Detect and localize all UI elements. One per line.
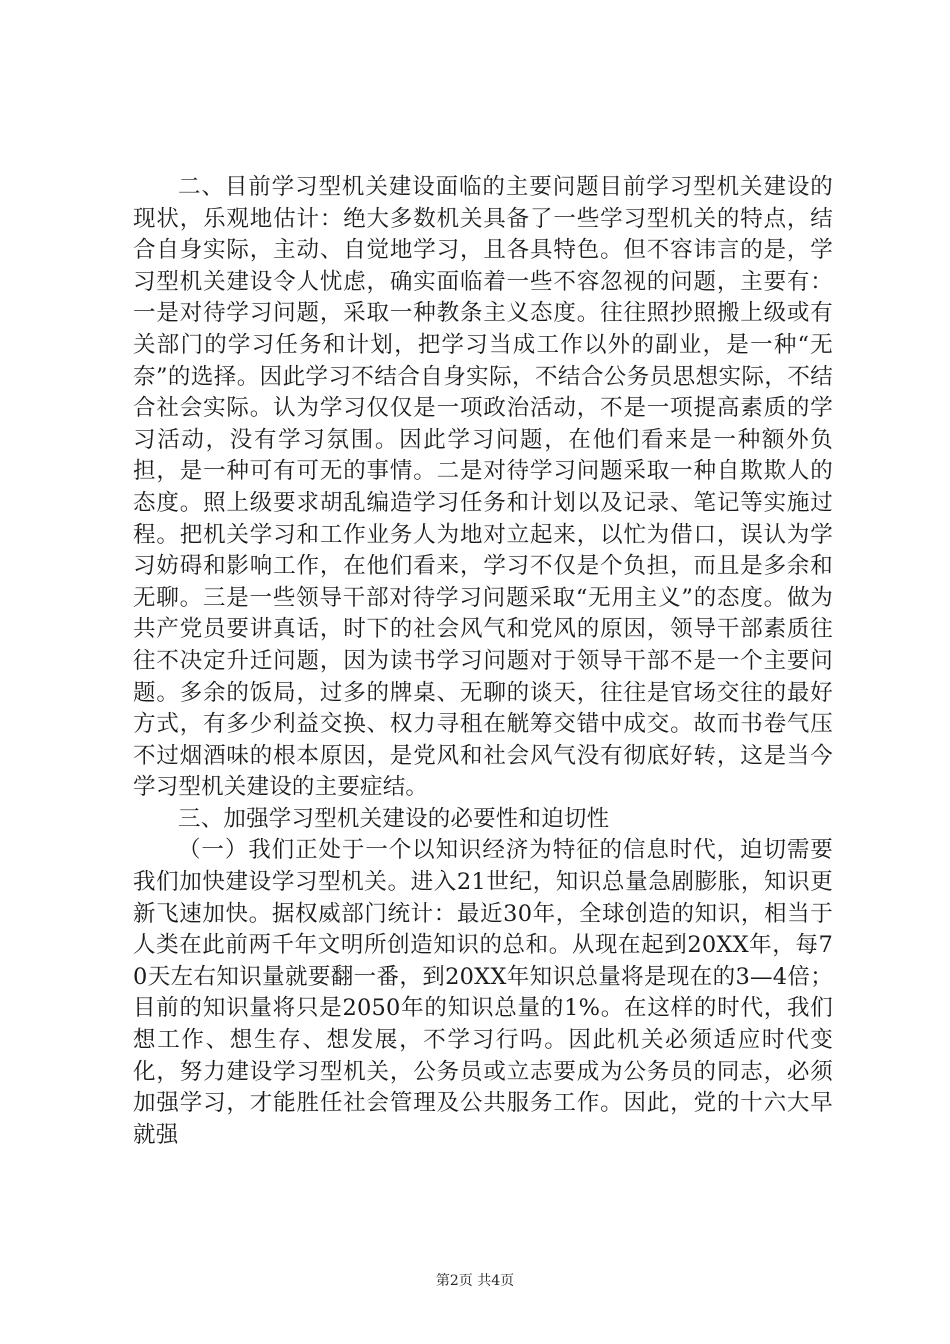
paragraph-knowledge-economy: （一）我们正处于一个以知识经济为特征的信息时代，迫切需要我们加快建设学习型机关。进入21世纪，知识总量急剧膨胀，知识更新飞速加快。据权威部门统计：最近30年，全球创造的知识，相当于人类在此前两千年文明所创造知识的总和。从现在起到20XX年，每70天左右知识量就要翻一番，到20XX年知识总量将是现在的3—4倍；目前的知识量将只是2050年的知识总量的1%。在这样的时代，我们想工作、想生存、想发展，不学习行吗。因此机关必须适应时代变化，努力建设学习型机关，公务员或立志要成为公务员的同志，必须加强学习，才能胜任社会管理及公共服务工作。因此，党的十六大早就强 bbox=[133, 837, 833, 1148]
document-body bbox=[133, 172, 833, 1151]
page-number-footer: 第2页 共4页 bbox=[435, 1273, 515, 1289]
section-heading-necessity: 三、加强学习型机关建设的必要性和迫切性 bbox=[178, 805, 610, 832]
paragraph-problems: 二、目前学习型机关建设面临的主要问题目前学习型机关建设的现状，乐观地估计：绝大多数机关具备了一些学习型机关的特点，结合自身实际，主动、自觉地学习，且各具特色。但不容讳言的是，学习型机关建设令人忧虑，确实面临着一些不容忽视的问题，主要有：一是对待学习问题，采取一种教条主义态度。往往照抄照搬上级或有关部门的学习任务和计划，把学习当成工作以外的副业，是一种“无奈”的选择。因此学习不结合自身实际，不结合公务员思想实际，不结合社会实际。认为学习仅仅是一项政治活动，不是一项提高素质的学习活动，没有学习氛围。因此学习问题，在他们看来是一种额外负担，是一种可有可无的事情。二是对待学习问题采取一种自欺欺人的态度。照上级要求胡乱编造学习任务和计划以及记录、笔记等实施过程。把机关学习和工作业务人为地对立起来，以忙为借口，误认为学习妨碍和影响工作，在他们看来，学习不仅是个负担，而且是多余和无聊。三是一些领导干部对待学习问题采取“无用主义”的态度。做为共产党员要讲真话，时下的社会风气和党风的原因，领导干部素质往往不决定升迁问题，因为读书学习问题对于领导干部不是一个主要问题。多余的饭局，过多的牌桌、无聊的谈天，往往是官场交往的最好方式，有多少利益交换、权力寻租在觥筹交错中成交。故而书卷气压不过烟酒味的根本原因，是党风和社会风气没有彻底好转，这是当今学习型机关建设的主要症结。 bbox=[133, 174, 833, 801]
